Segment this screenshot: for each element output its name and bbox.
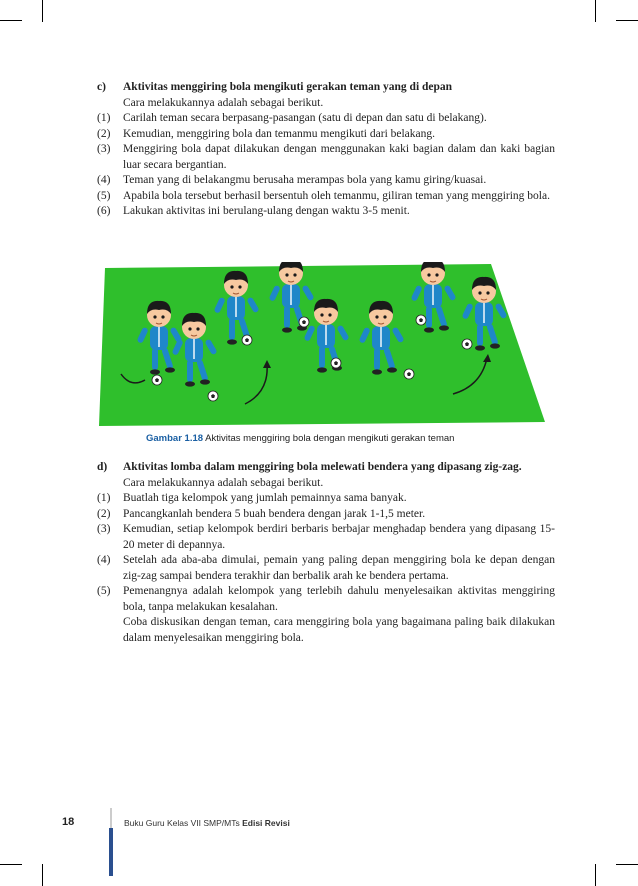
book-title: Buku Guru Kelas VII SMP/MTs xyxy=(124,818,243,828)
step-number: (3) xyxy=(97,143,111,155)
step-number: (5) xyxy=(97,585,111,597)
section-c xyxy=(97,80,555,220)
footer-accent-bar xyxy=(109,828,113,876)
list-item xyxy=(97,189,555,205)
crop-mark xyxy=(0,20,22,21)
list-item xyxy=(97,553,555,584)
step-number: (2) xyxy=(97,507,111,520)
section-d-label: d) xyxy=(97,461,108,473)
section-c-title: Aktivitas menggiring bola mengikuti gerakan teman yang di depan xyxy=(123,81,453,93)
list-item xyxy=(97,204,555,220)
section-d-title: Aktivitas lomba dalam menggiring bola melewati bendera yang dipasang zig-zag. xyxy=(123,461,522,473)
section-d-steps xyxy=(97,491,555,615)
list-item xyxy=(97,491,555,507)
step-text: Buatlah tiga kelompok yang jumlah pemainnya sama banyak. xyxy=(123,492,407,504)
crop-mark xyxy=(616,864,638,865)
list-item xyxy=(97,142,555,173)
step-number: (4) xyxy=(97,174,111,186)
ball-icon xyxy=(462,339,472,349)
list-item xyxy=(97,173,555,189)
footer-book-title xyxy=(124,818,290,828)
crop-mark xyxy=(0,864,22,865)
caption-text: Aktivitas menggiring bola dengan mengikuti gerakan teman xyxy=(203,433,455,444)
section-c-label: c) xyxy=(97,81,106,93)
ball-icon xyxy=(242,335,252,345)
dribbling-illustration xyxy=(99,262,551,428)
step-number: (3) xyxy=(97,523,111,535)
list-item xyxy=(97,111,555,127)
list-item xyxy=(97,522,555,553)
ball-icon xyxy=(208,391,218,401)
caption-label: Gambar 1.18 xyxy=(146,433,204,444)
step-text: Setelah ada aba-aba dimulai, pemain yang paling depan menggiring bola ke depan dengan zig-zag sampai bendera terakhir dan berbalik arah ke bendera pertama. xyxy=(123,554,555,582)
figure-caption xyxy=(146,433,454,444)
section-d xyxy=(97,460,555,646)
ball-icon xyxy=(299,317,309,327)
step-text: Pancangkanlah bendera 5 buah bendera dengan jarak 1-1,5 meter. xyxy=(123,507,426,520)
ball-icon xyxy=(152,375,162,385)
step-text: Kemudian, setiap kelompok berdiri berbaris berbajar menghadap bendera yang dipasang 15-20 meter di depannya. xyxy=(123,523,555,551)
list-item xyxy=(97,507,555,523)
section-c-steps xyxy=(97,111,555,220)
step-text: Teman yang di belakangmu berusaha merampas bola yang kamu giring/kuasai. xyxy=(123,174,487,186)
list-item xyxy=(97,584,555,615)
step-number: (5) xyxy=(97,189,111,202)
section-d-closing: Coba diskusikan dengan teman, cara menggiring bola yang bagaimana paling baik dilakukan dalam menyelesaikan menggiring bola. xyxy=(123,616,555,644)
page-number: 18 xyxy=(62,816,75,828)
step-number: (1) xyxy=(97,492,111,504)
step-text: Menggiring bola dapat dilakukan dengan menggunakan kaki bagian dalam dan kaki bagian luar secara bergantian. xyxy=(123,143,555,171)
step-number: (2) xyxy=(97,127,111,140)
crop-mark xyxy=(42,0,43,22)
step-text: Pemenangnya adalah kelompok yang terlebih dahulu menyelesaikan aktivitas menggiring bola, tanpa melakukan kesalahan. xyxy=(123,585,555,613)
section-c-heading xyxy=(97,80,555,96)
section-c-intro: Cara melakukannya adalah sebagai berikut. xyxy=(123,96,324,109)
crop-mark xyxy=(616,20,638,21)
step-text: Lakukan aktivitas ini berulang-ulang dengan waktu 3-5 menit. xyxy=(123,205,410,217)
step-text: Carilah teman secara berpasang-pasangan (satu di depan dan satu di belakang). xyxy=(123,112,487,124)
step-number: (4) xyxy=(97,554,111,566)
crop-mark xyxy=(42,864,43,886)
step-text: Kemudian, menggiring bola dan temanmu mengikuti dari belakang. xyxy=(123,127,436,140)
ball-icon xyxy=(404,369,414,379)
crop-mark xyxy=(595,864,596,886)
edition-label: Edisi Revisi xyxy=(242,818,290,828)
section-d-heading xyxy=(97,460,555,476)
list-item xyxy=(97,127,555,143)
crop-mark xyxy=(595,0,596,22)
step-text: Apabila bola tersebut berhasil bersentuh oleh temanmu, giliran teman yang menggiring bola. xyxy=(123,189,550,202)
section-d-intro: Cara melakukannya adalah sebagai berikut. xyxy=(123,476,324,489)
figure-dribbling-illustration xyxy=(99,262,551,428)
ball-icon xyxy=(331,358,341,368)
step-number: (1) xyxy=(97,112,111,124)
step-number: (6) xyxy=(97,205,111,217)
ball-icon xyxy=(416,315,426,325)
